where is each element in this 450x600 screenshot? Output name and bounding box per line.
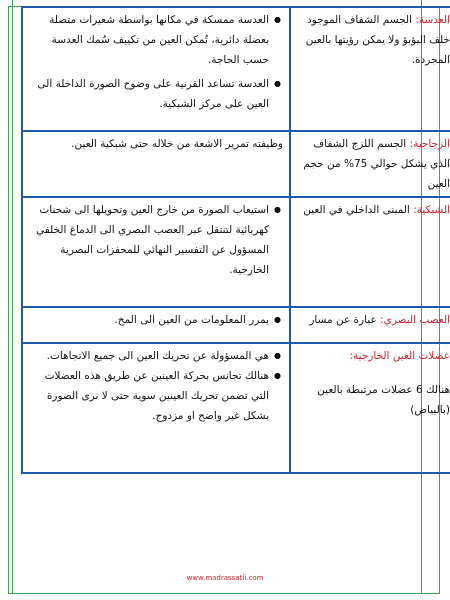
list-item: ● هنالك تجانس بحركة العينين عن طريق هذه العضلات التي تضمن تحريك العينين سوية حتى لا نرى الصورة بشكل غير واضح او مزدوج.	[29, 366, 269, 426]
table-row	[22, 343, 450, 473]
list-item: ● العدسة تساعد القرنية على وضوح الصورة الداخلة الى العين على مركز الشبكية.	[29, 74, 269, 114]
table-row	[22, 197, 450, 307]
term-cell	[290, 343, 450, 473]
term-text: المبنى الداخلي في العين	[303, 204, 410, 216]
term-label: الشبكية:	[413, 204, 450, 216]
term-text: الجسم الشفاف الموجود خلف البؤبؤ ولا يمكن رؤيتها بالعين المجردة.	[305, 14, 450, 66]
list-item: ● يمرر المعلومات من العين الى المخ.	[29, 310, 269, 330]
term-text: الجسم اللزج الشفاف الذي يشكل حوالي 75% من حجم العين	[303, 138, 450, 190]
term-cell	[290, 7, 450, 131]
footer-url[interactable]: www.madrassatii.com	[186, 574, 264, 582]
term-text: عبارة عن مسار	[309, 314, 377, 326]
term-label: الزجاجية:	[409, 138, 450, 150]
description-cell	[22, 343, 290, 473]
term-label: عضلات العين الخارجية:	[349, 350, 450, 362]
description-text: وظيفته تمرير الاشعة من خلاله حتى شبكية العين.	[71, 138, 283, 150]
term-cell	[290, 197, 450, 307]
eye-parts-table	[21, 6, 450, 474]
term-text: هنالك 6 عضلات مرتبطة بالعين (بالبياض)	[317, 384, 450, 416]
table-row	[22, 7, 450, 131]
term-label: العصب البصري:	[380, 314, 450, 326]
term-cell	[290, 307, 450, 343]
term-cell	[290, 131, 450, 197]
list-item: ● العدسة ممسكة في مكانها بواسطة شعيرات متصلة بعضلة دائرية، تُمكن العين من تكييف سُمك العدسة حسب الحاجة.	[29, 10, 269, 70]
table-row	[22, 307, 450, 343]
list-item: ● هي المسؤولة عن تحريك العين الى جميع الاتجاهات.	[29, 346, 269, 366]
list-item: ● استيعاب الصورة من خارج العين وتحويلها الى شحنات كهربائية لتنتقل عبر العصب البصري الى الدماغ الخلفي المسؤول عن التفسير النهائي للمحفزات البصرية الخارجية.	[29, 200, 269, 280]
description-cell	[22, 197, 290, 307]
description-cell	[22, 307, 290, 343]
description-cell	[22, 7, 290, 131]
description-cell	[22, 131, 290, 197]
table-row	[22, 131, 450, 197]
term-label: العدسة:	[415, 14, 450, 26]
